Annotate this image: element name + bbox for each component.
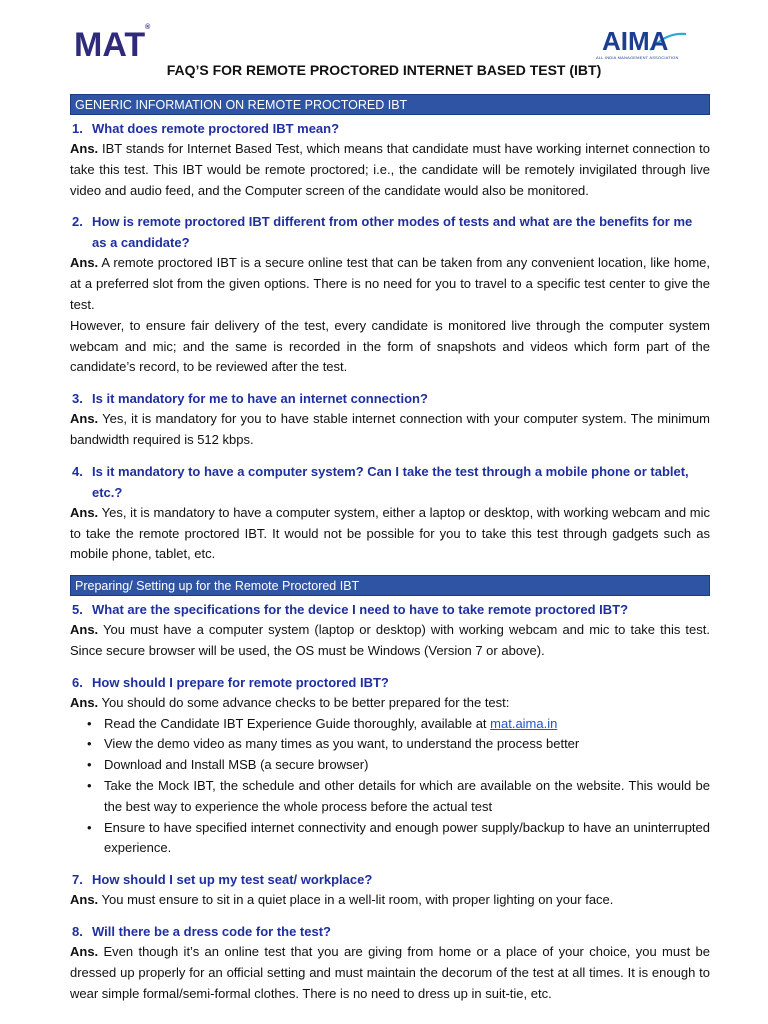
list-item: • Download and Install MSB (a secure browser) xyxy=(70,755,710,776)
faq-answer-continued: However, to ensure fair delivery of the test, every candidate is monitored live through the computer system webcam and mic; and the same is recorded in the form of snapshots and videos which form part of the candidate’s record, to be reviewed after the test. xyxy=(70,317,710,375)
bullet-icon: • xyxy=(87,757,92,773)
bullet-icon: • xyxy=(87,777,92,793)
aima-logo: AIMA ALL INDIA MANAGEMENT ASSOCIATION xyxy=(592,24,702,64)
faq-question: 2. How is remote proctored IBT different from other modes of tests and what are the benefits for me as a candidate? xyxy=(72,214,693,251)
list-item: • Read the Candidate IBT Experience Guide thoroughly, available at mat.aima.in xyxy=(70,714,710,735)
bullet-icon: • xyxy=(87,715,92,731)
section-heading-generic: GENERIC INFORMATION ON REMOTE PROCTORED IBT xyxy=(70,94,710,115)
registered-mark: ® xyxy=(145,24,151,31)
faq-answer: Ans. Yes, it is mandatory to have a computer system, either a laptop or desktop, with working webcam and mic to take the remote proctored IBT. It would not be possible for you to take this test through gadgets such as mobile phone, tablet, etc. xyxy=(70,504,710,562)
bullet-icon: • xyxy=(87,736,92,752)
faq-question: 1. What does remote proctored IBT mean? xyxy=(72,121,340,136)
faq-question: 5. What are the specifications for the device I need to have to take remote proctored IBT? xyxy=(72,602,629,618)
faq-content xyxy=(70,94,710,1004)
faq-answer: Ans. A remote proctored IBT is a secure online test that can be taken from any convenient location, like home, at a preferred slot from the given options. There is no need for you to travel to a specific test center to give the test. xyxy=(70,255,710,312)
faq-question: 4. Is it mandatory to have a computer system? Can I take the test through a mobile phone or tablet, etc.? xyxy=(72,463,689,500)
faq-answer: Ans. IBT stands for Internet Based Test, which means that candidate must have working internet connection to take this test. This IBT would be remote proctored; i.e., the candidate will be remotely invigilated through live video and audio feed, and the Computer screen of the candidate would also be monitored. xyxy=(70,141,710,198)
faq-question: 8. Will there be a dress code for the test? xyxy=(72,923,331,939)
faq-question: 7. How should I set up my test seat/ workplace? xyxy=(72,872,373,888)
faq-question: 3. Is it mandatory for me to have an internet connection? xyxy=(72,391,428,407)
section-heading-preparing: Preparing/ Setting up for the Remote Proctored IBT xyxy=(70,575,710,596)
mat-website-link[interactable]: mat.aima.in xyxy=(490,715,558,731)
prep-checklist xyxy=(70,714,710,860)
list-item: • Ensure to have specified internet connectivity and enough power supply/backup to have an uninterrupted experience. xyxy=(87,819,710,856)
faq-answer: Ans. Yes, it is mandatory for you to have stable internet connection with your computer system. The minimum bandwidth required is 512 kbps. xyxy=(70,411,710,447)
faq-question: 6. How should I prepare for remote proctored IBT? xyxy=(72,674,389,690)
faq-answer: Ans. You should do some advance checks to be better prepared for the test: xyxy=(70,694,510,710)
bullet-icon: • xyxy=(87,819,92,835)
faq-answer: Ans. You must ensure to sit in a quiet place in a well-lit room, with proper lighting on your face. xyxy=(70,892,614,908)
mat-logo: MAT® xyxy=(74,24,151,64)
page-header xyxy=(0,0,768,90)
faq-answer: Ans. You must have a computer system (laptop or desktop) with working webcam and mic to take this test. Since secure browser will be used, the OS must be Windows (Version 7 or above). xyxy=(70,622,710,658)
faq-answer: Ans. Even though it’s an online test that you are giving from home or a place of your choice, you must be dressed up properly for an official setting and must maintain the decorum of the test at all times. It is enough to wear simple formal/semi-formal clothes. There is no need to dress up in suit-tie, etc. xyxy=(70,943,710,1001)
document-title: FAQ’S FOR REMOTE PROCTORED INTERNET BASED TEST (IBT) xyxy=(166,62,602,78)
list-item: • Take the Mock IBT, the schedule and other details for which are available on the website. This would be the best way to experience the whole process before the actual test xyxy=(87,777,710,814)
list-item: • View the demo video as many times as you want, to understand the process better xyxy=(70,734,710,755)
